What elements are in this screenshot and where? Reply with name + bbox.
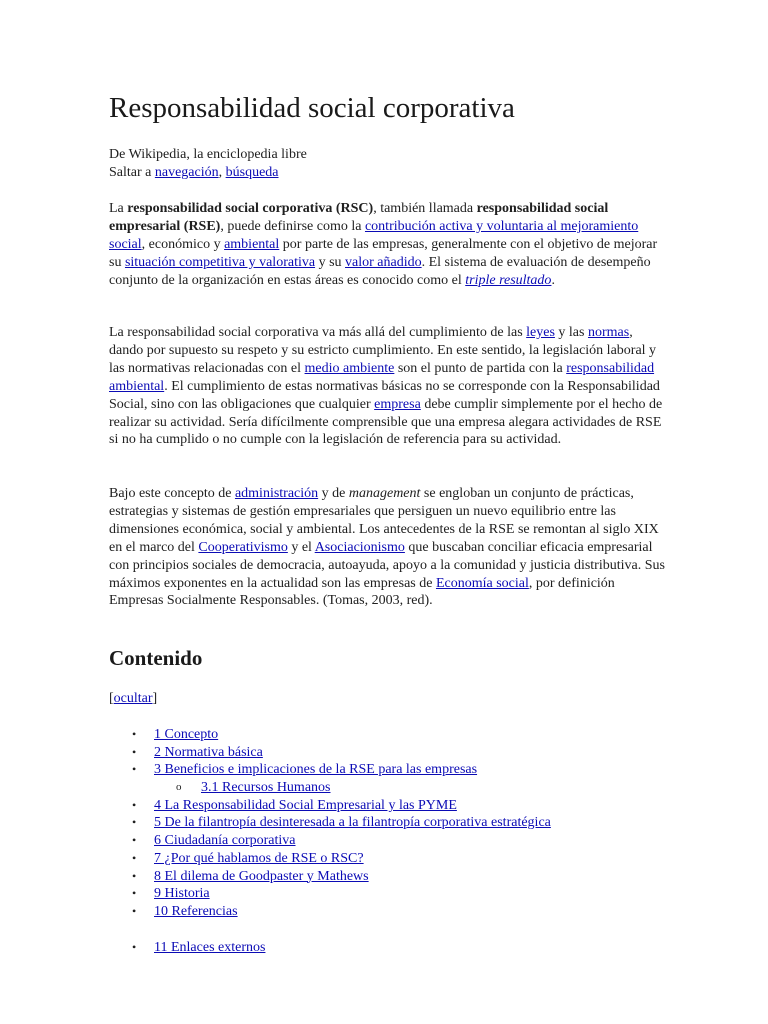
bracket: [ [109, 691, 114, 706]
bullet-icon: • [132, 762, 137, 777]
link-valor-anadido[interactable]: valor añadido [345, 254, 422, 270]
bullet-icon: • [132, 797, 137, 812]
link-contribucion[interactable]: contribución activa y voluntaria al mejoramiento social [109, 218, 639, 252]
toc-link[interactable]: 9 Historia [154, 886, 210, 902]
toc-toggle [109, 691, 157, 707]
bullet-icon: • [132, 815, 137, 830]
toc-list [130, 726, 551, 956]
link-leyes[interactable]: leyes [526, 325, 555, 340]
toc-item [130, 814, 551, 832]
toc-link[interactable]: 5 De la filantropía desinteresada a la filantropía corporativa estratégica [154, 815, 551, 831]
text: debe cumplir simplemente por el hecho de realizar su actividad. Sería difícilmente comprensible que una empresa alegara actividades de RSE si no ha cumplido o no cumple con la legislación de referencia para su actividad. [109, 396, 663, 448]
bullet-icon: • [132, 886, 137, 901]
text: que buscaban conciliar eficacia empresarial con principios sociales de democracia, autoayuda, apoyo a la comunidad y justicia distributiva. Sus máximos exponentes en la actualidad son las empresas de [109, 539, 665, 591]
text: y de [318, 486, 349, 501]
link-economia-social[interactable]: Economía social [435, 575, 529, 591]
link-normas[interactable]: normas [587, 325, 630, 340]
link-situacion-competitiva[interactable]: situación competitiva y valorativa [124, 254, 316, 270]
text: La responsabilidad social corporativa va más allá del cumplimiento de las [109, 325, 527, 340]
page-title: Responsabilidad social corporativa [109, 92, 515, 124]
toc-heading: Contenido [109, 646, 203, 670]
text: . [551, 272, 555, 288]
text: se engloban un conjunto de prácticas, estrategias y sistemas de gestión empresariales que persiguen un nuevo equilibrio entre las dimensiones económica, social y ambiental. Los antecedentes de la RSE se remontan al siglo XIX en el marco del [109, 486, 659, 555]
paragraph-laws [109, 324, 665, 449]
bracket: ] [152, 691, 158, 706]
link-responsabilidad-ambiental[interactable]: responsabilidad ambiental [109, 360, 655, 394]
text: . El sistema de evaluación de desempeño conjunto de la organización en estas áreas es conocido como el [109, 254, 651, 288]
jump-search-link[interactable]: búsqueda [225, 164, 279, 180]
toc-hide-link[interactable]: ocultar [113, 691, 153, 706]
toc-link[interactable]: 3.1 Recursos Humanos [201, 780, 331, 796]
toc-link[interactable]: 11 Enlaces externos [154, 939, 266, 955]
term-rse: responsabilidad social empresarial (RSE) [109, 201, 609, 234]
toc-link[interactable]: 2 Normativa básica [154, 744, 263, 760]
bullet-icon: • [132, 939, 137, 954]
toc-item [130, 744, 551, 762]
toc-item [130, 797, 551, 815]
bullet-icon: • [132, 727, 137, 741]
toc-item [130, 761, 551, 779]
article-meta [109, 146, 307, 181]
link-administracion[interactable]: administración [234, 486, 319, 501]
text: , dando por supuesto su respeto y su estricto cumplimiento. En este sentido, la legislación laboral y las normativas relacionadas con el [109, 325, 657, 376]
link-medio-ambiente[interactable]: medio ambiente [304, 360, 395, 376]
term-management: management [348, 486, 421, 501]
bullet-icon: • [132, 744, 137, 759]
toc-link[interactable]: 10 Referencias [154, 903, 238, 919]
bullet-icon: • [132, 868, 137, 883]
jump-separator: , [218, 164, 226, 180]
text: por parte de las empresas, generalmente con el objetivo de mejorar su [109, 236, 658, 270]
bullet-icon: • [132, 850, 137, 865]
jump-prefix: Saltar a [109, 164, 155, 180]
toc-item [130, 939, 551, 957]
toc-item [130, 903, 551, 921]
text: Bajo este concepto de [109, 486, 235, 501]
toc-item [130, 832, 551, 850]
paragraph-intro [109, 200, 665, 290]
toc-item [130, 868, 551, 886]
toc-link[interactable]: 1 Concepto [154, 727, 219, 742]
toc-subitem [130, 779, 551, 797]
bullet-icon: • [132, 833, 137, 848]
toc-item [130, 726, 551, 744]
text: , por definición Empresas Socialmente Responsables. (Tomas, 2003, red). [109, 575, 615, 609]
text: y su [315, 254, 346, 270]
link-triple-resultado[interactable]: triple resultado [465, 272, 552, 288]
text: y las [554, 325, 588, 340]
toc-link[interactable]: 8 El dilema de Goodpaster y Mathews [154, 868, 369, 884]
bullet-icon: • [132, 903, 137, 918]
text: y el [287, 539, 315, 555]
toc-item [130, 885, 551, 903]
link-ambiental[interactable]: ambiental [224, 236, 280, 252]
text: La [109, 201, 128, 216]
link-cooperativismo[interactable]: Cooperativismo [198, 539, 288, 555]
text: . El cumplimiento de estas normativas básicas no se corresponde con la Responsabilidad Social, sino con las obligaciones que cualquier [109, 378, 660, 412]
jump-line [109, 164, 307, 182]
toc-link[interactable]: 3 Beneficios e implicaciones de la RSE para las empresas [154, 762, 478, 778]
text: , también llamada [373, 201, 477, 216]
text: , puede definirse como la [220, 218, 365, 234]
jump-navigation-link[interactable]: navegación [154, 164, 219, 180]
term-rsc: responsabilidad social corporativa (RSC) [127, 201, 374, 216]
source-line: De Wikipedia, la enciclopedia libre [109, 147, 307, 162]
toc-link[interactable]: 6 Ciudadanía corporativa [154, 833, 296, 849]
toc-item [130, 850, 551, 868]
link-empresa[interactable]: empresa [374, 396, 421, 412]
circle-bullet-icon: o [176, 781, 182, 794]
toc-link[interactable]: 4 La Responsabilidad Social Empresarial y las PYME [154, 797, 457, 813]
text: son el punto de partida con la [394, 360, 567, 376]
text: , económico y [141, 236, 225, 252]
link-asociacionismo[interactable]: Asociacionismo [314, 539, 405, 555]
toc-link[interactable]: 7 ¿Por qué hablamos de RSE o RSC? [154, 850, 364, 866]
paragraph-concept [109, 485, 665, 610]
